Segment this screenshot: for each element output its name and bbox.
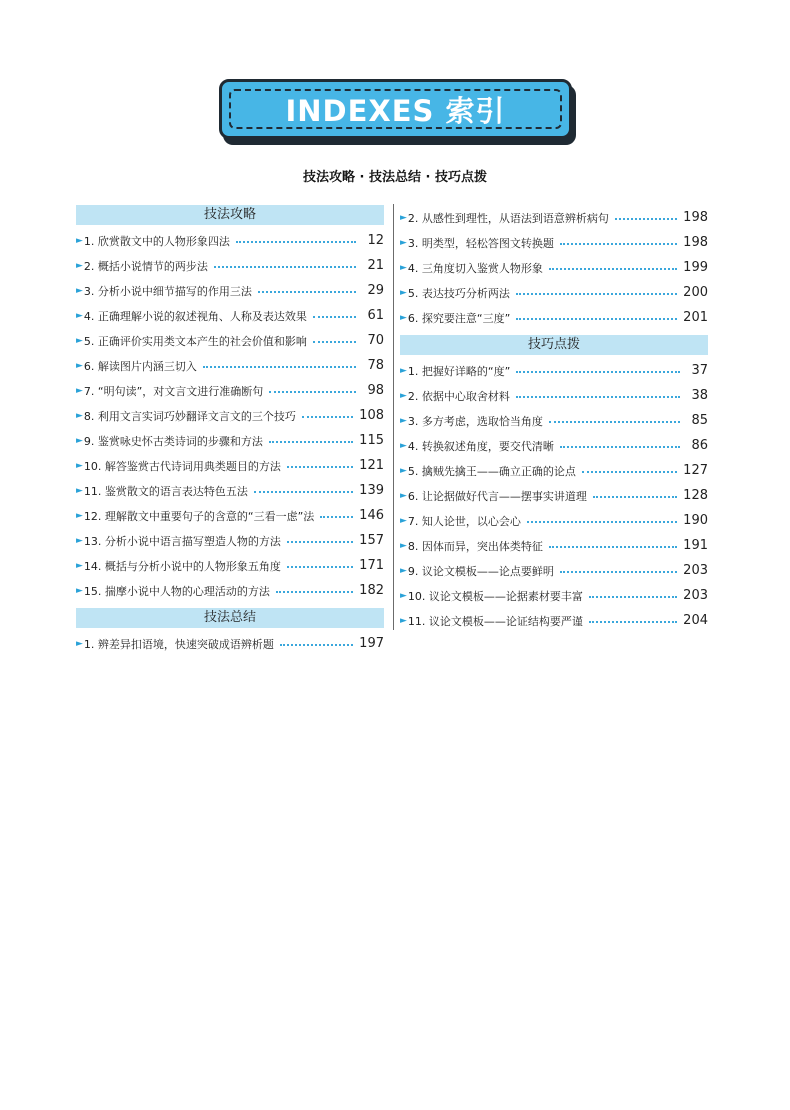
dot-leader (313, 341, 356, 343)
index-entry[interactable] (400, 483, 708, 508)
section-header-jifa-zongjie: 技法总结 (76, 608, 384, 628)
right-triangle-icon: ► (76, 260, 83, 271)
right-triangle-icon: ► (76, 410, 83, 421)
right-triangle-icon: ► (400, 262, 407, 273)
right-triangle-icon: ► (76, 460, 83, 471)
index-entry-title: 12. 理解散文中重要句子的含意的“三看一虑”法 (83, 509, 315, 523)
index-entry-title: 3. 分析小说中细节描写的作用三法 (83, 284, 252, 298)
page-subtitle: 技法攻略 · 技法总结 · 技巧点拨 (303, 170, 487, 185)
index-entry-title: 9. 鉴赏咏史怀古类诗词的步骤和方法 (83, 434, 263, 448)
dot-leader (302, 416, 353, 418)
index-entry[interactable] (76, 328, 384, 353)
dot-leader (589, 621, 677, 623)
title-banner (219, 79, 572, 139)
index-entry-page-number: 198 (683, 235, 708, 250)
index-entry-page-number: 157 (359, 533, 384, 548)
index-entry-page-number: 108 (359, 408, 384, 423)
right-triangle-icon: ► (76, 435, 83, 446)
right-triangle-icon: ► (400, 515, 407, 526)
index-entry[interactable] (400, 305, 708, 330)
dot-leader (582, 471, 677, 473)
index-entry-title: 6. 解读图片内涵三切入 (83, 359, 197, 373)
dot-leader (236, 241, 356, 243)
page-title: INDEXES 索引 (285, 94, 506, 128)
index-entry-page-number: 98 (367, 383, 384, 398)
right-triangle-icon: ► (76, 360, 83, 371)
right-triangle-icon: ► (400, 365, 407, 376)
dot-leader (516, 318, 677, 320)
index-entry[interactable] (400, 408, 708, 433)
right-triangle-icon: ► (400, 415, 407, 426)
index-entry-title: 14. 概括与分析小说中的人物形象五角度 (83, 559, 281, 573)
index-entry-page-number: 190 (683, 513, 708, 528)
dot-leader (560, 243, 677, 245)
index-entry[interactable] (400, 558, 708, 583)
index-entry-page-number: 203 (683, 588, 708, 603)
index-entry-title: 7. 知人论世，以心会心 (407, 514, 521, 528)
left-column (76, 205, 384, 656)
index-entry-title: 7. “明句读”，对文言文进行准确断句 (83, 384, 264, 398)
index-entry-page-number: 121 (359, 458, 384, 473)
index-entry-page-number: 115 (359, 433, 384, 448)
dot-leader (287, 566, 353, 568)
index-entry[interactable] (400, 458, 708, 483)
index-entry-title: 10. 议论文模板——论据素材要丰富 (407, 589, 583, 603)
right-triangle-icon: ► (76, 638, 83, 649)
index-entry-page-number: 182 (359, 583, 384, 598)
dot-leader (589, 596, 677, 598)
right-triangle-icon: ► (400, 465, 407, 476)
index-entry[interactable] (76, 578, 384, 603)
index-entry-title: 3. 多方考虑，选取恰当角度 (407, 414, 543, 428)
dot-leader (203, 366, 356, 368)
index-entry-page-number: 37 (691, 363, 708, 378)
index-entry-page-number: 127 (683, 463, 708, 478)
index-entry[interactable] (76, 403, 384, 428)
index-entry[interactable] (76, 253, 384, 278)
right-triangle-icon: ► (76, 585, 83, 596)
dot-leader (269, 441, 353, 443)
dot-leader (516, 371, 680, 373)
index-entry-title: 4. 正确理解小说的叙述视角、人称及表达效果 (83, 309, 307, 323)
dot-leader (560, 571, 677, 573)
index-entry-title: 8. 因体而异，突出体类特征 (407, 539, 543, 553)
index-entry-page-number: 199 (683, 260, 708, 275)
index-entry-title: 11. 鉴赏散文的语言表达特色五法 (83, 484, 248, 498)
index-entry[interactable] (400, 383, 708, 408)
dot-leader (320, 516, 353, 518)
index-entry-page-number: 29 (367, 283, 384, 298)
right-triangle-icon: ► (400, 565, 407, 576)
index-entry-title: 3. 明类型，轻松答图文转换题 (407, 236, 554, 250)
index-entry[interactable] (400, 358, 708, 383)
index-entry[interactable] (400, 255, 708, 280)
right-triangle-icon: ► (400, 287, 407, 298)
right-triangle-icon: ► (76, 235, 83, 246)
index-entry-title: 1. 把握好详略的“度” (407, 364, 511, 378)
right-triangle-icon: ► (76, 485, 83, 496)
index-entry-page-number: 86 (691, 438, 708, 453)
dot-leader (313, 316, 356, 318)
index-entry-page-number: 85 (691, 413, 708, 428)
right-triangle-icon: ► (400, 615, 407, 626)
index-entry-title: 4. 三角度切入鉴赏人物形象 (407, 261, 543, 275)
right-triangle-icon: ► (400, 312, 407, 323)
dot-leader (254, 491, 353, 493)
index-entry-title: 2. 依据中心取舍材料 (407, 389, 510, 403)
index-entry[interactable] (400, 533, 708, 558)
index-entry-title: 9. 议论文模板——论点要鲜明 (407, 564, 554, 578)
right-triangle-icon: ► (400, 490, 407, 501)
index-entry-page-number: 204 (683, 613, 708, 628)
dot-leader (549, 546, 677, 548)
index-entry-title: 8. 利用文言实词巧妙翻译文言文的三个技巧 (83, 409, 296, 423)
index-entry-title: 5. 正确评价实用类文本产生的社会价值和影响 (83, 334, 307, 348)
index-entry-title: 6. 探究要注意“三度” (407, 311, 511, 325)
index-entry-title: 5. 擒贼先擒王——确立正确的论点 (407, 464, 576, 478)
section-list-jifa-zongjie-continued (400, 205, 708, 330)
index-entry[interactable] (400, 230, 708, 255)
dot-leader (549, 268, 677, 270)
index-entry[interactable] (400, 433, 708, 458)
dot-leader (276, 591, 353, 593)
index-entry[interactable] (76, 503, 384, 528)
dot-leader (287, 541, 353, 543)
right-triangle-icon: ► (400, 390, 407, 401)
index-entry-page-number: 201 (683, 310, 708, 325)
section-list-jifa-zongjie (76, 631, 384, 656)
right-triangle-icon: ► (76, 385, 83, 396)
index-entry[interactable] (400, 583, 708, 608)
right-column (400, 205, 708, 633)
index-entry-page-number: 203 (683, 563, 708, 578)
dot-leader (593, 496, 677, 498)
index-entry-title: 2. 从感性到理性，从语法到语意辨析病句 (407, 211, 609, 225)
right-triangle-icon: ► (400, 237, 407, 248)
dot-leader (560, 446, 680, 448)
section-header-jifa-gonglue: 技法攻略 (76, 205, 384, 225)
index-entry-page-number: 191 (683, 538, 708, 553)
index-entry-title: 2. 概括小说情节的两步法 (83, 259, 208, 273)
index-entry-page-number: 146 (359, 508, 384, 523)
index-entry-page-number: 171 (359, 558, 384, 573)
right-triangle-icon: ► (400, 590, 407, 601)
index-entry-page-number: 128 (683, 488, 708, 503)
index-entry[interactable] (76, 478, 384, 503)
right-triangle-icon: ► (76, 310, 83, 321)
section-list-jiqiao-dianbo (400, 358, 708, 633)
index-entry[interactable] (76, 631, 384, 656)
dot-leader (549, 421, 680, 423)
index-entry-page-number: 21 (367, 258, 384, 273)
index-entry-page-number: 12 (367, 233, 384, 248)
index-entry[interactable] (400, 508, 708, 533)
index-entry[interactable] (76, 528, 384, 553)
index-entry[interactable] (76, 278, 384, 303)
right-triangle-icon: ► (400, 212, 407, 223)
index-entry[interactable] (400, 608, 708, 633)
right-triangle-icon: ► (76, 535, 83, 546)
dot-leader (269, 391, 356, 393)
index-entry[interactable] (76, 353, 384, 378)
index-entry-page-number: 198 (683, 210, 708, 225)
index-entry-title: 1. 辨差异扣语境，快速突破成语辨析题 (83, 637, 274, 651)
index-entry[interactable] (76, 228, 384, 253)
dot-leader (287, 466, 353, 468)
index-entry-title: 10. 解答鉴赏古代诗词用典类题目的方法 (83, 459, 281, 473)
dot-leader (527, 521, 677, 523)
index-entry-page-number: 78 (367, 358, 384, 373)
index-entry-title: 4. 转换叙述角度，要交代清晰 (407, 439, 554, 453)
right-triangle-icon: ► (400, 540, 407, 551)
section-header-jiqiao-dianbo: 技巧点拨 (400, 335, 708, 355)
index-entry-page-number: 61 (367, 308, 384, 323)
right-triangle-icon: ► (76, 285, 83, 296)
index-entry-page-number: 70 (367, 333, 384, 348)
index-entry[interactable] (76, 303, 384, 328)
right-triangle-icon: ► (400, 440, 407, 451)
index-entry[interactable] (76, 553, 384, 578)
index-entry-page-number: 200 (683, 285, 708, 300)
index-entry-page-number: 38 (691, 388, 708, 403)
section-list-jifa-gonglue (76, 228, 384, 603)
index-entry-page-number: 197 (359, 636, 384, 651)
index-entry-title: 15. 揣摩小说中人物的心理活动的方法 (83, 584, 270, 598)
dot-leader (258, 291, 356, 293)
index-entry[interactable] (76, 428, 384, 453)
index-entry-page-number: 139 (359, 483, 384, 498)
dot-leader (615, 218, 677, 220)
right-triangle-icon: ► (76, 560, 83, 571)
index-entry[interactable] (76, 453, 384, 478)
dot-leader (516, 396, 680, 398)
right-triangle-icon: ► (76, 510, 83, 521)
index-entry-title: 6. 让论据做好代言——摆事实讲道理 (407, 489, 587, 503)
index-entry[interactable] (76, 378, 384, 403)
index-entry-title: 1. 欣赏散文中的人物形象四法 (83, 234, 230, 248)
dot-leader (214, 266, 356, 268)
column-divider (393, 204, 394, 630)
dot-leader (516, 293, 677, 295)
index-entry-title: 11. 议论文模板——论证结构要严谨 (407, 614, 583, 628)
index-entry-title: 13. 分析小说中语言描写塑造人物的方法 (83, 534, 281, 548)
index-entry-title: 5. 表达技巧分析两法 (407, 286, 510, 300)
index-entry[interactable] (400, 280, 708, 305)
index-entry[interactable] (400, 205, 708, 230)
right-triangle-icon: ► (76, 335, 83, 346)
dot-leader (280, 644, 353, 646)
